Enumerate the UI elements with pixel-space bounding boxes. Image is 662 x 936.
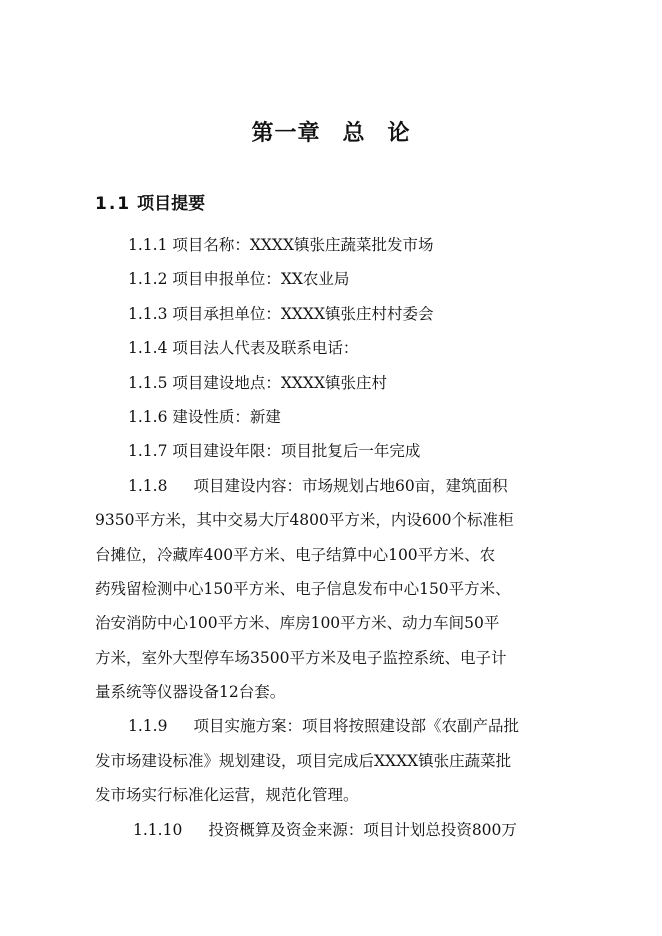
item-construction-line-7: 量系统等仪器设备12台套。 xyxy=(95,683,286,702)
item-investment-text-1: 投资概算及资金来源：项目计划总投资800万 xyxy=(208,820,517,839)
item-construction-line-4: 药残留检测中心150平方米、电子信息发布中心150平方米、 xyxy=(95,579,511,598)
item-project-name: 1.1.1 项目名称：XXXX镇张庄蔬菜批发市场 xyxy=(128,236,434,254)
item-investment-line-1 xyxy=(95,813,575,847)
item-construction-line-1 xyxy=(95,469,575,503)
item-duration: 1.1.7 项目建设年限：项目批复后一年完成 xyxy=(128,442,421,461)
section-title: 项目提要 xyxy=(137,194,206,214)
chapter-title-number: 第一章 xyxy=(251,120,321,146)
item-construction-text-1: 项目建设内容：市场规划占地60亩，建筑面积 xyxy=(193,476,508,495)
item-construction-number: 1.1.8 xyxy=(128,476,168,495)
item-nature: 1.1.6 建设性质：新建 xyxy=(128,407,281,426)
item-plan-line-3: 发市场实行标准化运营，规范化管理。 xyxy=(95,786,359,805)
item-construction-line-2: 9350平方米，其中交易大厅4800平方米，内设600个标准柜 xyxy=(95,511,514,530)
item-location: 1.1.5 项目建设地点：XXXX镇张庄村 xyxy=(128,373,388,392)
item-legal-rep: 1.1.4 项目法人代表及联系电话： xyxy=(128,339,359,358)
item-investment-number: 1.1.10 xyxy=(133,820,183,839)
item-construction-line-6: 方米，室外大型停车场3500平方米及电子监控系统、电子计 xyxy=(95,648,507,667)
item-construction-line-5: 治安消防中心100平方米、库房100平方米、动力车间50平 xyxy=(95,614,500,633)
chapter-title xyxy=(0,116,662,150)
item-construction-line-3: 台摊位，冷藏库400平方米、电子结算中心100平方米、农 xyxy=(95,545,496,564)
item-undertaker: 1.1.3 项目承担单位：XXXX镇张庄村村委会 xyxy=(128,304,434,323)
item-applicant: 1.1.2 项目申报单位：XX农业局 xyxy=(128,270,350,289)
section-heading xyxy=(95,192,205,216)
item-plan-number: 1.1.9 xyxy=(128,717,168,736)
item-plan-text-1: 项目实施方案：项目将按照建设部《农副产品批 xyxy=(193,717,519,736)
chapter-title-word-1: 总 xyxy=(342,120,366,146)
item-plan-line-2: 发市场建设标准》规划建设，项目完成后XXXX镇张庄蔬菜批 xyxy=(95,751,512,770)
document-body xyxy=(95,228,575,847)
chapter-title-word-2: 论 xyxy=(387,120,411,146)
item-plan-line-1 xyxy=(95,709,575,743)
section-number: 1.1 xyxy=(95,194,132,214)
